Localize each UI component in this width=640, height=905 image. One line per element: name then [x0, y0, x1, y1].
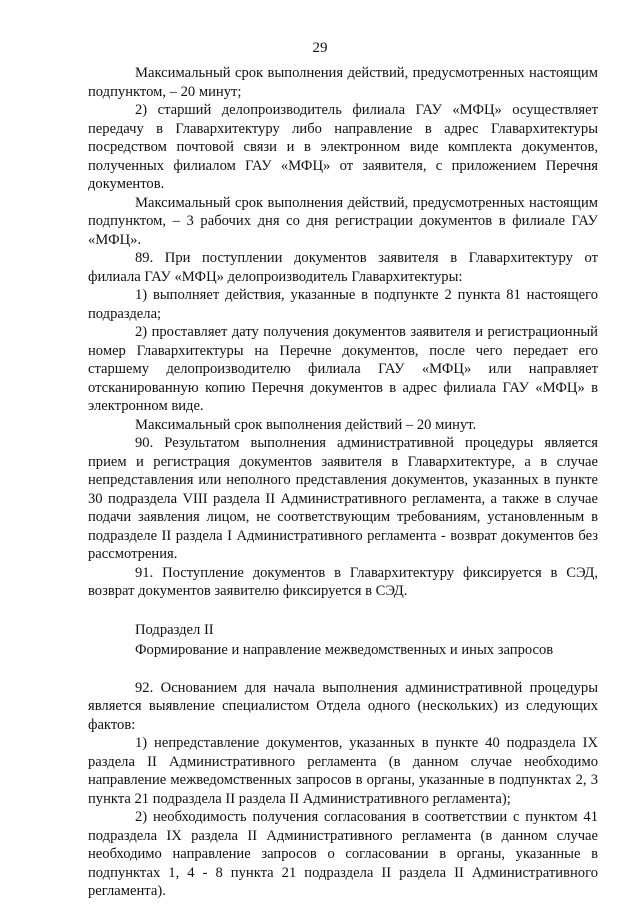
paragraph: Максимальный срок выполнения действий – 20 минут. — [135, 416, 477, 433]
subsection-label: Подраздел II — [135, 621, 214, 638]
document-body — [88, 64, 598, 901]
paragraph: 89. При поступлении документов заявителя в Главархитектуру от филиала ГАУ «МФЦ» делопроизводитель Главархитектуры: — [88, 250, 598, 285]
subsection-title: Формирование и направление межведомственных и иных запросов — [135, 642, 554, 658]
paragraph: 1) непредставление документов, указанных в пункте 40 подраздела IX раздела II Административного регламента (в данном случае необходимо направление межведомственных запросов в органы, указанные в подпунктах 2, 3 пункта 21 подраздела II раздела II Административного регламента); — [88, 735, 598, 807]
paragraph: 2) старший делопроизводитель филиала ГАУ «МФЦ» осуществляет передачу в Главархитектуру либо направление в адрес Главархитектуры посредством почтовой связи и в электронном виде комплекта документов, полученных филиалом ГАУ «МФЦ» от заявителя, с приложением Перечня документов. — [88, 102, 598, 192]
paragraph: 91. Поступление документов в Главархитектуру фиксируется в СЭД, возврат документов заявителю фиксируется в СЭД. — [88, 564, 598, 599]
paragraph: 90. Результатом выполнения административной процедуры является прием и регистрация документов заявителя в Главархитектуре, а в случае непредставления или неполного представления документов, указанных в пункте 30 подраздела VIII раздела II Административного регламента, а также в случае подачи заявления лицом, не соответствующим требованиям, установленным в подразделе II раздела I Административного регламента - возврат документов без рассмотрения. — [88, 435, 598, 562]
paragraph: 2) проставляет дату получения документов заявителя и регистрационный номер Главархитектуры на Перечне документов, после чего передает его старшему делопроизводителю филиала ГАУ «МФЦ» или направляет отсканированную копию Перечня документов в адрес филиала ГАУ «МФЦ» в электронном виде. — [88, 324, 598, 414]
paragraph: 92. Основанием для начала выполнения административной процедуры является выявление специалистом Отдела одного (нескольких) из следующих фактов: — [88, 679, 598, 733]
page-number: 29 — [312, 40, 328, 56]
paragraph: 1) выполняет действия, указанные в подпункте 2 пункта 81 настоящего подраздела; — [88, 287, 598, 322]
paragraph: Максимальный срок выполнения действий, предусмотренных настоящим подпунктом, – 3 рабочих дня со дня регистрации документов в филиале ГАУ «МФЦ». — [88, 194, 598, 248]
paragraph: Максимальный срок выполнения действий, предусмотренных настоящим подпунктом, – 20 минут; — [88, 65, 598, 100]
paragraph: 2) необходимость получения согласования в соответствии с пунктом 41 подраздела IX раздела II Административного регламента (в данном случае необходимо направление запросов о согласовании в органы, указанные в подпунктах 1, 4 - 8 пункта 21 подраздела II раздела II Административного регламента). — [88, 809, 598, 899]
